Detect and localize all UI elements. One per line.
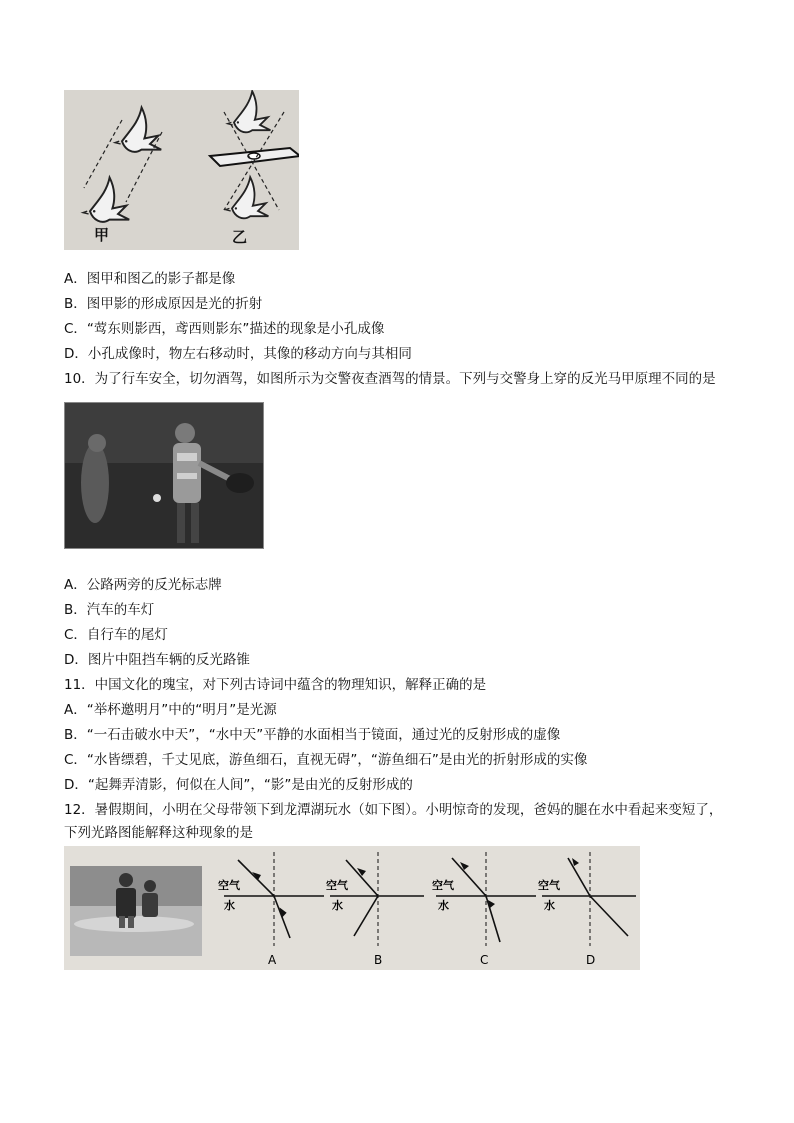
q9-option-d: D．小孔成像时，物左右移动时，其像的移动方向与其相同 — [64, 346, 412, 362]
q11-option-a: A．“举杯邀明月”中的“明月”是光源 — [64, 702, 277, 718]
q11-option-b: B．“一石击破水中天”，“水中天”平静的水面相当于镜面，通过光的反射形成的虚像 — [64, 727, 561, 743]
bird-jia-bottom — [83, 178, 129, 222]
q10-option-a: A．公路两旁的反光标志牌 — [64, 577, 222, 593]
q11-option-d: D．“起舞弄清影，何似在人间”，“影”是由光的反射形成的 — [64, 777, 413, 793]
label-air: 空气 — [326, 879, 348, 892]
q10-stem: 10．为了行车安全，切勿酒驾，如图所示为交警夜查酒驾的情景。下列与交警身上穿的反光马甲原理不同的是 — [64, 371, 716, 387]
q12-stem-line1: 12．暑假期间，小明在父母带领下到龙潭湖玩水（如下图）。小明惊奇的发现，爸妈的腿在水中看起来变短了， — [64, 802, 723, 818]
light-path-diagram-d — [538, 852, 636, 967]
label-water: 水 — [332, 899, 343, 912]
label-air: 空气 — [218, 879, 240, 892]
light-path-diagram-b — [326, 852, 424, 967]
diagram-letter-d: D — [586, 953, 596, 967]
q10-option-c: C．自行车的尾灯 — [64, 627, 168, 643]
label-water: 水 — [544, 899, 555, 912]
light-path-diagram-a — [218, 852, 324, 967]
light-path-diagram-c — [432, 852, 536, 967]
q12-figure-strip — [64, 846, 640, 970]
label-jia: 甲 — [94, 226, 110, 244]
q9-option-a: A．图甲和图乙的影子都是像 — [64, 271, 236, 287]
q10-photo — [64, 402, 264, 549]
label-air: 空气 — [538, 879, 560, 892]
q12-photo — [70, 866, 202, 956]
diagram-letter-b: B — [374, 953, 383, 967]
bird-yi-top — [228, 91, 271, 132]
q12-stem-line2: 下列光路图能解释这种现象的是 — [64, 825, 253, 841]
q9-option-c: C．“莺东则影西，鸢西则影东”描述的现象是小孔成像 — [64, 321, 385, 337]
label-air: 空气 — [432, 879, 454, 892]
q11-stem: 11．中国文化的瑰宝，对下列古诗词中蕴含的物理知识，解释正确的是 — [64, 677, 487, 693]
q11-option-c: C．“水皆缥碧，千丈见底，游鱼细石，直视无碍”，“游鱼细石”是由光的折射形成的实像 — [64, 752, 588, 768]
label-yi: 乙 — [232, 228, 248, 246]
label-water: 水 — [224, 899, 235, 912]
q10-option-b: B．汽车的车灯 — [64, 602, 155, 618]
q9-option-b: B．图甲影的形成原因是光的折射 — [64, 296, 263, 312]
diagram-letter-c: C — [480, 953, 489, 967]
label-water: 水 — [438, 899, 449, 912]
q9-figure — [64, 90, 299, 250]
bird-jia-top — [115, 108, 161, 152]
q10-option-d: D．图片中阻挡车辆的反光路锥 — [64, 652, 250, 668]
diagram-letter-a: A — [268, 953, 277, 967]
